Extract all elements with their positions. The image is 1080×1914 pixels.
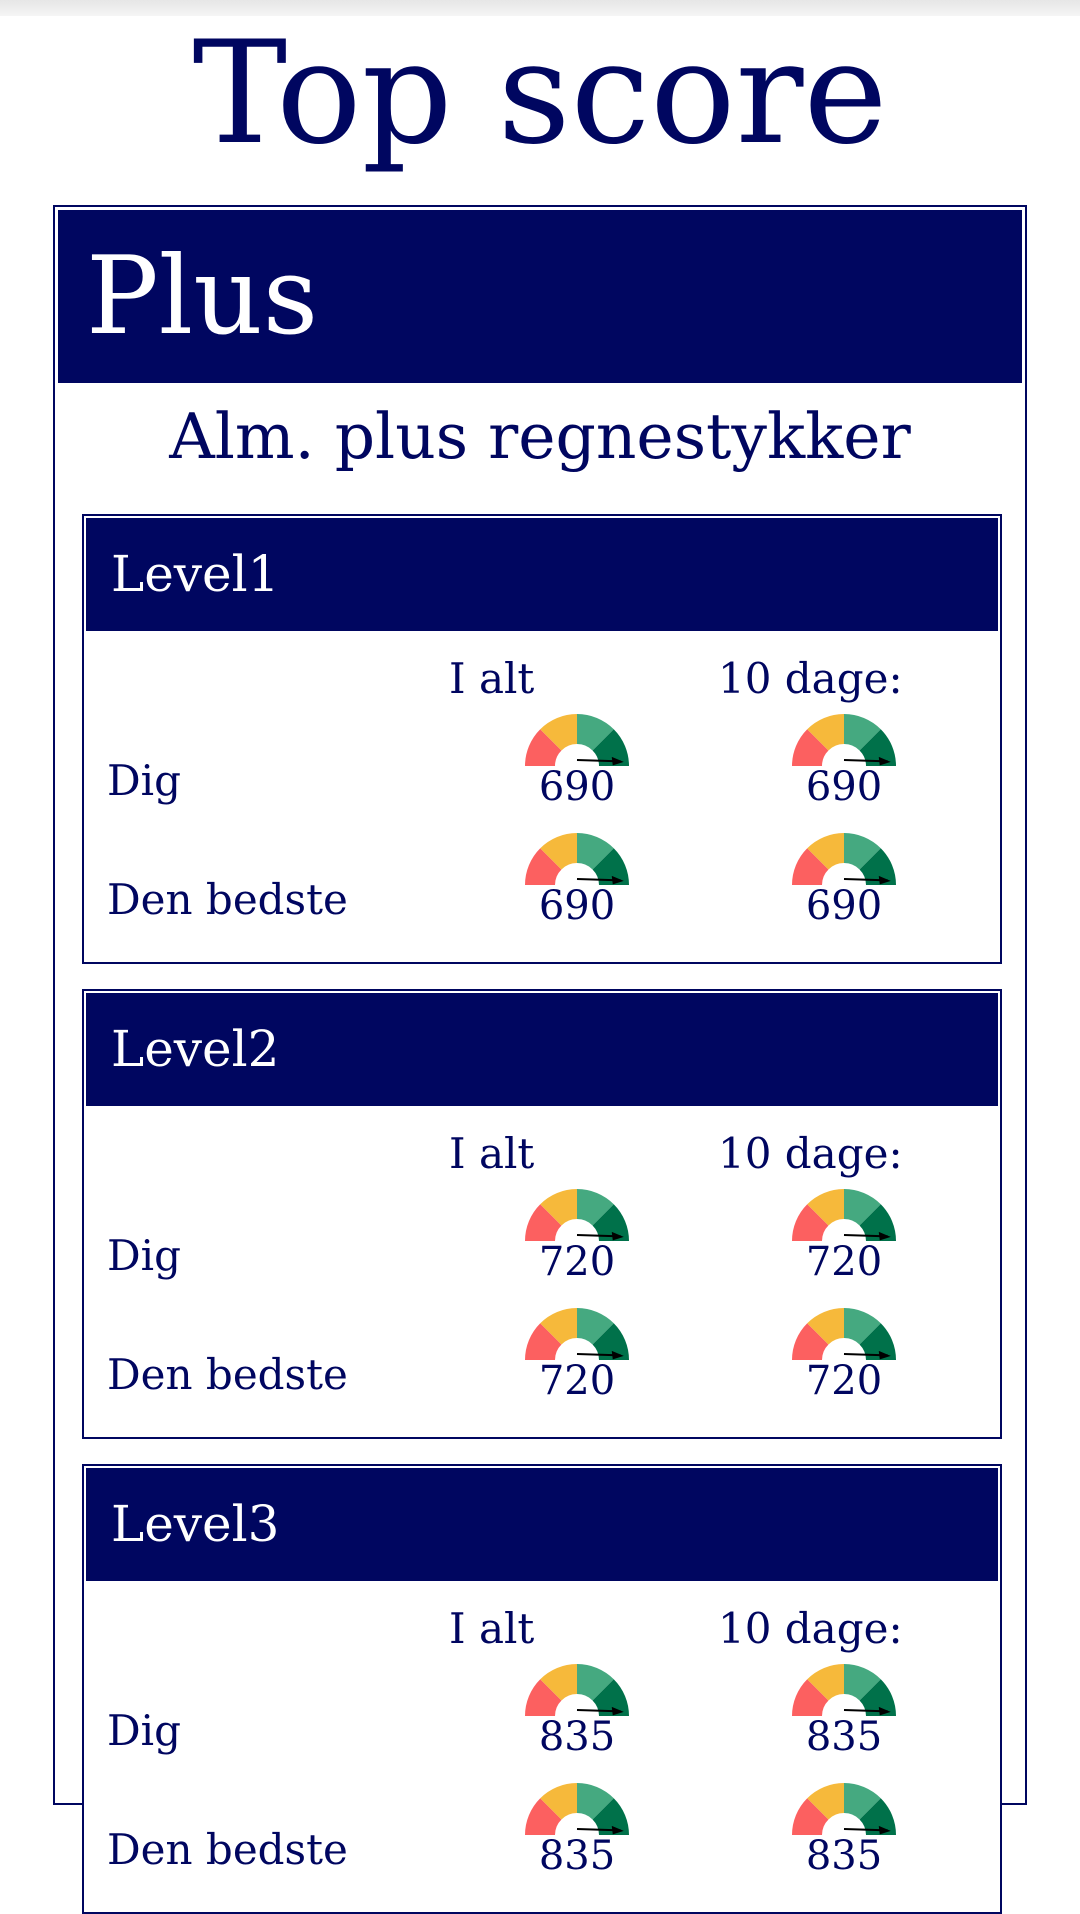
- row-label-best: Den bedste: [107, 875, 348, 924]
- gauge-dial: [789, 1664, 899, 1720]
- section-header: [58, 210, 1022, 383]
- column-header-recent: 10 dage:: [718, 1129, 903, 1178]
- gauge-value: 835: [805, 1714, 883, 1760]
- level-card-3: [82, 1464, 1002, 1914]
- gauge-value: 690: [805, 883, 883, 929]
- level-header: [86, 1468, 998, 1581]
- row-label-you: Dig: [107, 1231, 181, 1280]
- score-gauge-icon: [522, 714, 632, 814]
- gauge-dial: [522, 1189, 632, 1245]
- column-header-recent: 10 dage:: [718, 1604, 903, 1653]
- gauge-value: 720: [538, 1358, 616, 1404]
- score-gauge-icon: [789, 1664, 899, 1764]
- gauge-value: 835: [538, 1833, 616, 1879]
- gauge-value: 690: [538, 764, 616, 810]
- column-header-recent: 10 dage:: [718, 654, 903, 703]
- score-gauge-icon: [789, 1189, 899, 1289]
- score-gauge-icon: [522, 1308, 632, 1408]
- gauge-dial: [522, 714, 632, 770]
- score-gauge-icon: [789, 1308, 899, 1408]
- gauge-value: 690: [538, 883, 616, 929]
- row-label-you: Dig: [107, 756, 181, 805]
- level-title: Level2: [111, 1020, 280, 1078]
- gauge-dial: [522, 833, 632, 889]
- score-gauge-icon: [522, 1189, 632, 1289]
- section-title: Plus: [86, 234, 319, 359]
- score-gauge-icon: [522, 1783, 632, 1883]
- column-header-total: I alt: [449, 1604, 535, 1653]
- score-gauge-icon: [522, 1664, 632, 1764]
- gauge-value: 720: [805, 1358, 883, 1404]
- row-label-best: Den bedste: [107, 1825, 348, 1874]
- score-gauge-icon: [789, 714, 899, 814]
- level-card-2: [82, 989, 1002, 1439]
- section-subtitle: Alm. plus regnestykker: [169, 400, 911, 473]
- column-header-total: I alt: [449, 1129, 535, 1178]
- gauge-value: 720: [805, 1239, 883, 1285]
- column-header-total: I alt: [449, 654, 535, 703]
- score-gauge-icon: [789, 833, 899, 933]
- score-gauge-icon: [789, 1783, 899, 1883]
- gauge-dial: [522, 1664, 632, 1720]
- gauge-dial: [789, 833, 899, 889]
- score-gauge-icon: [522, 833, 632, 933]
- level-title: Level3: [111, 1495, 280, 1553]
- level-title: Level1: [111, 545, 280, 603]
- gauge-value: 835: [538, 1714, 616, 1760]
- section-card-plus: [53, 205, 1027, 1879]
- page-title: Top score: [192, 11, 888, 176]
- row-label-best: Den bedste: [107, 1350, 348, 1399]
- gauge-dial: [522, 1783, 632, 1839]
- gauge-dial: [789, 714, 899, 770]
- gauge-dial: [789, 1308, 899, 1364]
- gauge-value: 690: [805, 764, 883, 810]
- level-header: [86, 993, 998, 1106]
- gauge-dial: [789, 1783, 899, 1839]
- gauge-dial: [522, 1308, 632, 1364]
- row-label-you: Dig: [107, 1706, 181, 1755]
- level-header: [86, 518, 998, 631]
- gauge-value: 835: [805, 1833, 883, 1879]
- level-card-1: [82, 514, 1002, 964]
- gauge-dial: [789, 1189, 899, 1245]
- gauge-value: 720: [538, 1239, 616, 1285]
